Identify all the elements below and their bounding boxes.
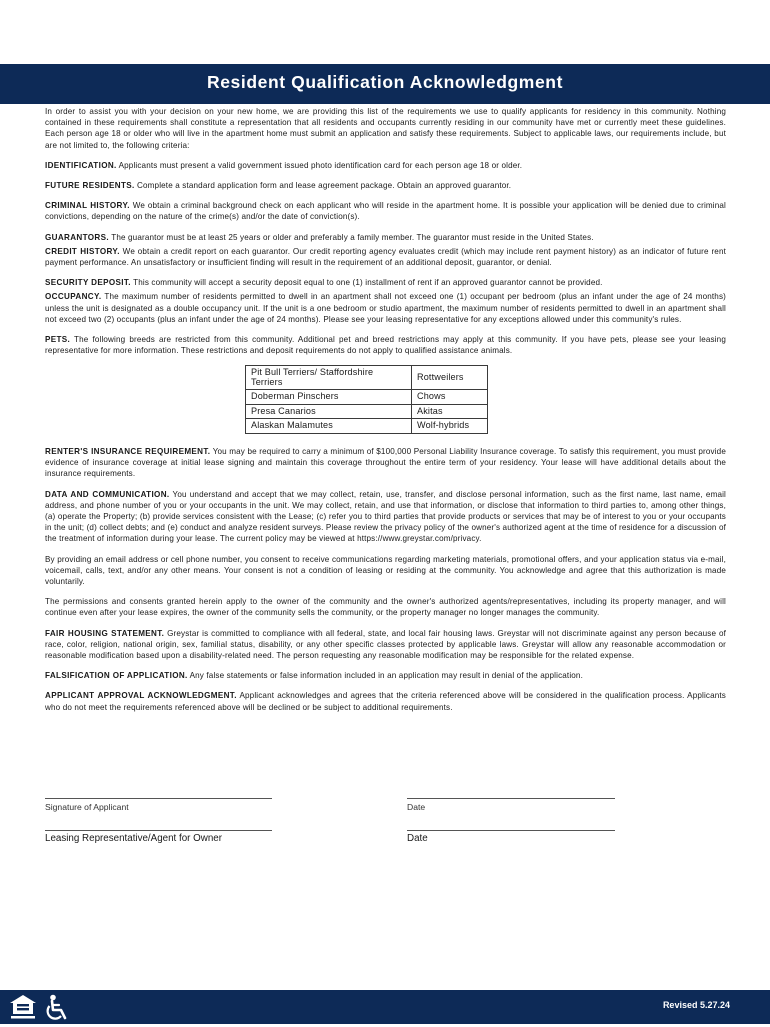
table-row bbox=[246, 404, 488, 419]
section-occupancy: OCCUPANCY. The maximum number of residents permitted to dwell in an apartment shall not exceed one (1) occupant per bedroom (plus an infant under the age of 24 months) unless the unit is designated as a double occupancy unit. If the unit is a one bedroom or studio apartment, the maximum number of residents permitted to dwell in an apartment shall not exceed two (2) occupants (plus an infant under the age of 24 months). Please see your leasing representative for any exceptions allowed under this community's rules. bbox=[45, 292, 726, 324]
footer-bar bbox=[0, 990, 770, 1024]
section-security-deposit: SECURITY DEPOSIT. This community will accept a security deposit equal to one (1) installment of rent if an approved guarantor cannot be provided. bbox=[45, 278, 603, 288]
table-cell: Alaskan Malamutes bbox=[246, 419, 412, 434]
section-approval-acknowledgment: APPLICANT APPROVAL ACKNOWLEDGMENT. Applicant acknowledges and agrees that the criteria referenced above will be considered in the qualification process. Applicants who do not meet the requirements referenced above will be declined or be subject to additional requirements. bbox=[45, 691, 727, 712]
table-cell: Doberman Pinschers bbox=[246, 390, 412, 405]
table-cell: Chows bbox=[412, 390, 488, 405]
section-future-residents: FUTURE RESIDENTS. Complete a standard application form and lease agreement package. Obtain an approved guarantor. bbox=[45, 181, 512, 191]
section-credit-history: CREDIT HISTORY. We obtain a credit report on each guarantor. Our credit reporting agency evaluates credit (which may include rent payment history) as an indicator of future rent payment performance. An unsatisfactory or insufficient finding will result in the requirement of an additional deposit, guarantor, or denial. bbox=[45, 246, 726, 268]
section-fair-housing: FAIR HOUSING STATEMENT. Greystar is committed to compliance with all federal, state, and local fair housing laws. Greystar will not discriminate against any person because of race, color, religion, national origin, sex, familial status, disability, or any other specific classes protected by applicable laws. Greystar will allow any reasonable accommodation or reasonable modification based upon a disability-related need. The person requesting any reasonable modification may be responsible for the related expense. bbox=[45, 628, 726, 660]
restricted-breeds-table bbox=[245, 365, 488, 434]
table-cell: Pit Bull Terriers/ Staffordshire Terriers bbox=[246, 366, 412, 390]
table-cell: Rottweilers bbox=[412, 366, 488, 390]
section-guarantors: GUARANTORS. The guarantor must be at least 25 years or older and preferably a family member. The guarantor must reside in the United States. bbox=[45, 232, 594, 242]
table-cell: Wolf-hybrids bbox=[412, 419, 488, 434]
section-consent-communications: By providing an email address or cell phone number, you consent to receive communications regarding marketing materials, promotional offers, and your application status via e-mail, voicemail, calls, text, and/or any other means. Your consent is not a condition of leasing or residing at the community. You acknowledge and agree that this authorization is made voluntarily. bbox=[45, 554, 726, 586]
date-line-1[interactable] bbox=[407, 798, 615, 799]
table-row bbox=[246, 366, 488, 390]
date-label-1: Date bbox=[407, 802, 426, 812]
section-criminal-history: CRIMINAL HISTORY. We obtain a criminal background check on each applicant who will reside in the apartment home. It is possible your application will be denied due to criminal convictions, depending on the nature of the crime(s) and/or the date of conviction(s). bbox=[45, 201, 726, 222]
section-pets: PETS. The following breeds are restricted from this community. Additional pet and breed restrictions may apply at this community. If you have pets, please see your leasing representative for more information. These restrictions and deposit requirements do not apply to qualified assistance animals. bbox=[45, 335, 726, 356]
section-permissions: The permissions and consents granted herein apply to the owner of the community and the owner's authorized agents/representatives, including its property manager, and will continue even after your lease expires, the owner of the community sells the community, or the property manager no longer manages the community. bbox=[45, 597, 726, 618]
document-body bbox=[45, 106, 726, 722]
section-falsification: FALSIFICATION OF APPLICATION. Any false statements or false information included in an application may result in denial of the application. bbox=[45, 671, 583, 681]
applicant-signature-label: Signature of Applicant bbox=[45, 802, 129, 812]
table-cell: Presa Canarios bbox=[246, 404, 412, 419]
table-cell: Akitas bbox=[412, 404, 488, 419]
wheelchair-accessibility-icon bbox=[42, 994, 72, 1027]
table-row bbox=[246, 390, 488, 405]
applicant-signature-line[interactable] bbox=[45, 798, 272, 799]
page-title: Resident Qualification Acknowledgment bbox=[206, 72, 564, 92]
section-renters-insurance: RENTER'S INSURANCE REQUIREMENT. You may be required to carry a minimum of $100,000 Personal Liability Insurance coverage. To satisfy this requirement, you must provide evidence of insurance coverage at initial lease signing and maintain this coverage throughout the entire term of your residency. Your lease will have additional details about the insurance requirements. bbox=[45, 446, 726, 479]
section-identification: IDENTIFICATION. Applicants must present a valid government issued photo identification card for each person age 18 or older. bbox=[45, 160, 523, 170]
equal-housing-opportunity-icon bbox=[8, 994, 38, 1025]
date-line-2[interactable] bbox=[407, 830, 615, 831]
table-row bbox=[246, 419, 488, 434]
date-label-2: Date bbox=[407, 833, 428, 844]
revision-date: Revised 5.27.24 bbox=[662, 1000, 730, 1010]
agent-signature-line[interactable] bbox=[45, 830, 272, 831]
section-data-communication: DATA AND COMMUNICATION. You understand and accept that we may collect, retain, use, transfer, and disclose personal information, such as the first name, last name, email address, and phone number of you or your occupants in the unit. We may collect, retain, and use that information, or disclose that information to third parties to, among other things, (a) operate the Property; (b) provide services consistent with the Lease; (c) refer you to third parties that provide products or services that may be of interest to you or your occupants in the unit; (d) collect debts; and (e) conduct and analyze resident surveys. Please review the privacy policy of the owner's authorized agent at the time of residence for a discussion of the treatment of information during your lease. The current policy may be viewed at https://www.greystar.com/privacy. bbox=[45, 489, 727, 544]
intro-paragraph: In order to assist you with your decision on your new home, we are providing this list of the requirements we use to qualify applicants for residency in this community. Nothing contained in these requirements shall constitute a representation that all residents and occupants currently residing in our community have met or currently meet these guidelines. Each person age 18 or older who will live in the apartment home must submit an application and satisfy these requirements. Subject to applicable laws, our requirements include, but are not limited to, the following criteria: bbox=[45, 107, 726, 150]
agent-signature-label: Leasing Representative/Agent for Owner bbox=[45, 833, 222, 844]
